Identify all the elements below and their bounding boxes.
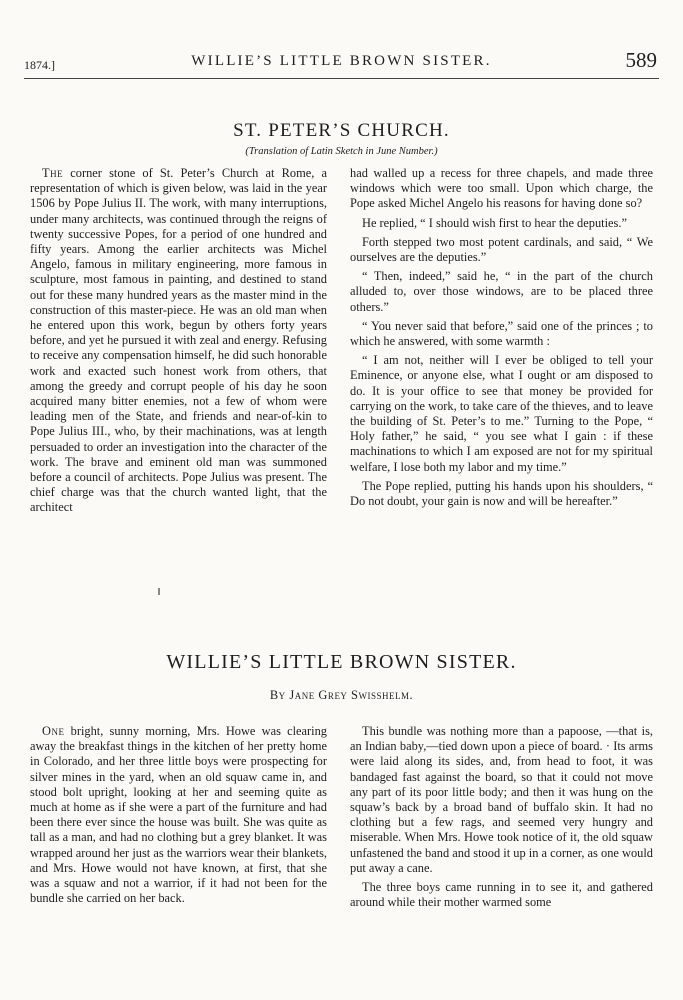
paragraph: Forth stepped two most potent cardinals, and said, “ We ourselves are the deputies.” — [350, 234, 653, 265]
paragraph: He replied, “ I should wish first to hear the deputies.” — [362, 215, 627, 230]
article2-left-column — [30, 724, 327, 906]
article-title-willies-sister: WILLIE’S LITTLE BROWN SISTER. — [166, 651, 517, 673]
paragraph-text: bright, sunny morning, Mrs. Howe was clearing away the breakfast things in the kitchen of her pretty home in Colorado, and her three little boys were prospecting for silver mines in the yard, when an old squaw came in, and stood bolt upright, looking at her and seeming quite as much at home as if she were a part of the furniture and had been there ever since the house was built. She was quite as tall as a man, and had no clothing but a grey blanket. It was wrapped around her just as the warriors wear their blankets, and Mrs. Howe would not have known, at first, that she was a squaw and not a warrior, if it had not been for the bundle she carried on her back. — [30, 724, 327, 906]
article1-right-column — [350, 166, 653, 509]
byline-prefix: By — [269, 688, 286, 702]
paragraph: This bundle was nothing more than a papoose, —that is, an Indian baby,—tied down upon a piece of board. · Its arms were laid along its sides, and, from head to foot, it was bandaged fast against the board, so that it could not move any part of its poor little body; and then it was hung on the squaw’s back by a broad band of buffalo skin. It had no clothing but a few rags, and seemed very hungry and miserable. When Mrs. Howe took notice of it, the old squaw unfastened the band and stood it up in a corner, as one would put away a cane. — [350, 724, 653, 875]
running-header — [24, 48, 659, 78]
author-name: Jane Grey Swisshelm. — [289, 688, 414, 702]
page-number: 589 — [625, 48, 657, 72]
paragraph: The three boys came running in to see it, and gathered around while their mother warmed some — [350, 880, 653, 910]
article1-left-column — [30, 166, 327, 516]
paragraph: “ Then, indeed,” said he, “ in the part of the church alluded to, over those windows, are to be placed three others.” — [350, 269, 653, 314]
paragraph: The Pope replied, putting his hands upon his shoulders, “ Do not doubt, your gain is now and will be hereafter.” — [350, 478, 653, 509]
print-speck — [158, 588, 160, 595]
paragraph-text: corner stone of St. Peter’s Church at Rome, a representation of which is given below, was laid in the year 1506 by Pope Julius II. The work, with many interruptions, under many architects, was continued through the reigns of twenty successive Popes, for a period of one hundred and fifty years. Among the earlier architects was Michel Angelo, famous in military engineering, more famous in sculpture, most famous in painting, and destined to stand out for these many hundred years as the master mind in the construction of this master-piece. He was an old man when he entered upon this work, begun by others forty years before, and yet he pursued it with zeal and energy. Refusing to receive any compensation himself, he did such honorable work and exacted such honest work from others, that among the greedy and corrupt people of his day he soon acquired many bitter enemies, not a few of whom were leading men of the State, and friends and near-of-kin to Pope Julius III., who, by their machinations, was at length persuaded to order an investigation into the character of the work. The brave and eminent old man was summoned before a council of architects. Pope Julius was present. The chief charge was that the church wanted light, that the architect — [30, 166, 327, 515]
header-rule — [24, 78, 659, 79]
article-title-st-peters: ST. PETER’S CHURCH. — [233, 120, 450, 141]
paragraph: “ I am not, neither will I ever be obliged to tell your Eminence, or anyone else, what I ought or am disposed to do. It is your office to see that money be provided for carrying on the work, to take care of the thieves, and to leave the building of St. Peter’s to me.” Turning to the Pope, “ Holy father,” he said, “ you see what I gain : if these machinations to which I am exposed are not for my spiritual welfare, I lose both my labor and my time.” — [350, 353, 653, 474]
byline — [0, 688, 683, 703]
paragraph: “ You never said that before,” said one of the princes ; to which he answered, with some warmth : — [350, 318, 653, 349]
issue-date: 1874.] — [24, 58, 55, 72]
lead-word: The — [42, 166, 64, 180]
paragraph — [30, 166, 327, 516]
article-subtitle: (Translation of Latin Sketch in June Number.) — [245, 146, 438, 157]
lead-word: One — [42, 724, 65, 738]
article2-right-column — [350, 724, 653, 910]
running-title: WILLIE’S LITTLE BROWN SISTER. — [191, 53, 492, 69]
paragraph — [30, 724, 327, 906]
paragraph: had walled up a recess for three chapels, and made three windows which were too small. Upon which charge, the Pope asked Michel Angelo his reasons for having done so? — [350, 166, 653, 211]
